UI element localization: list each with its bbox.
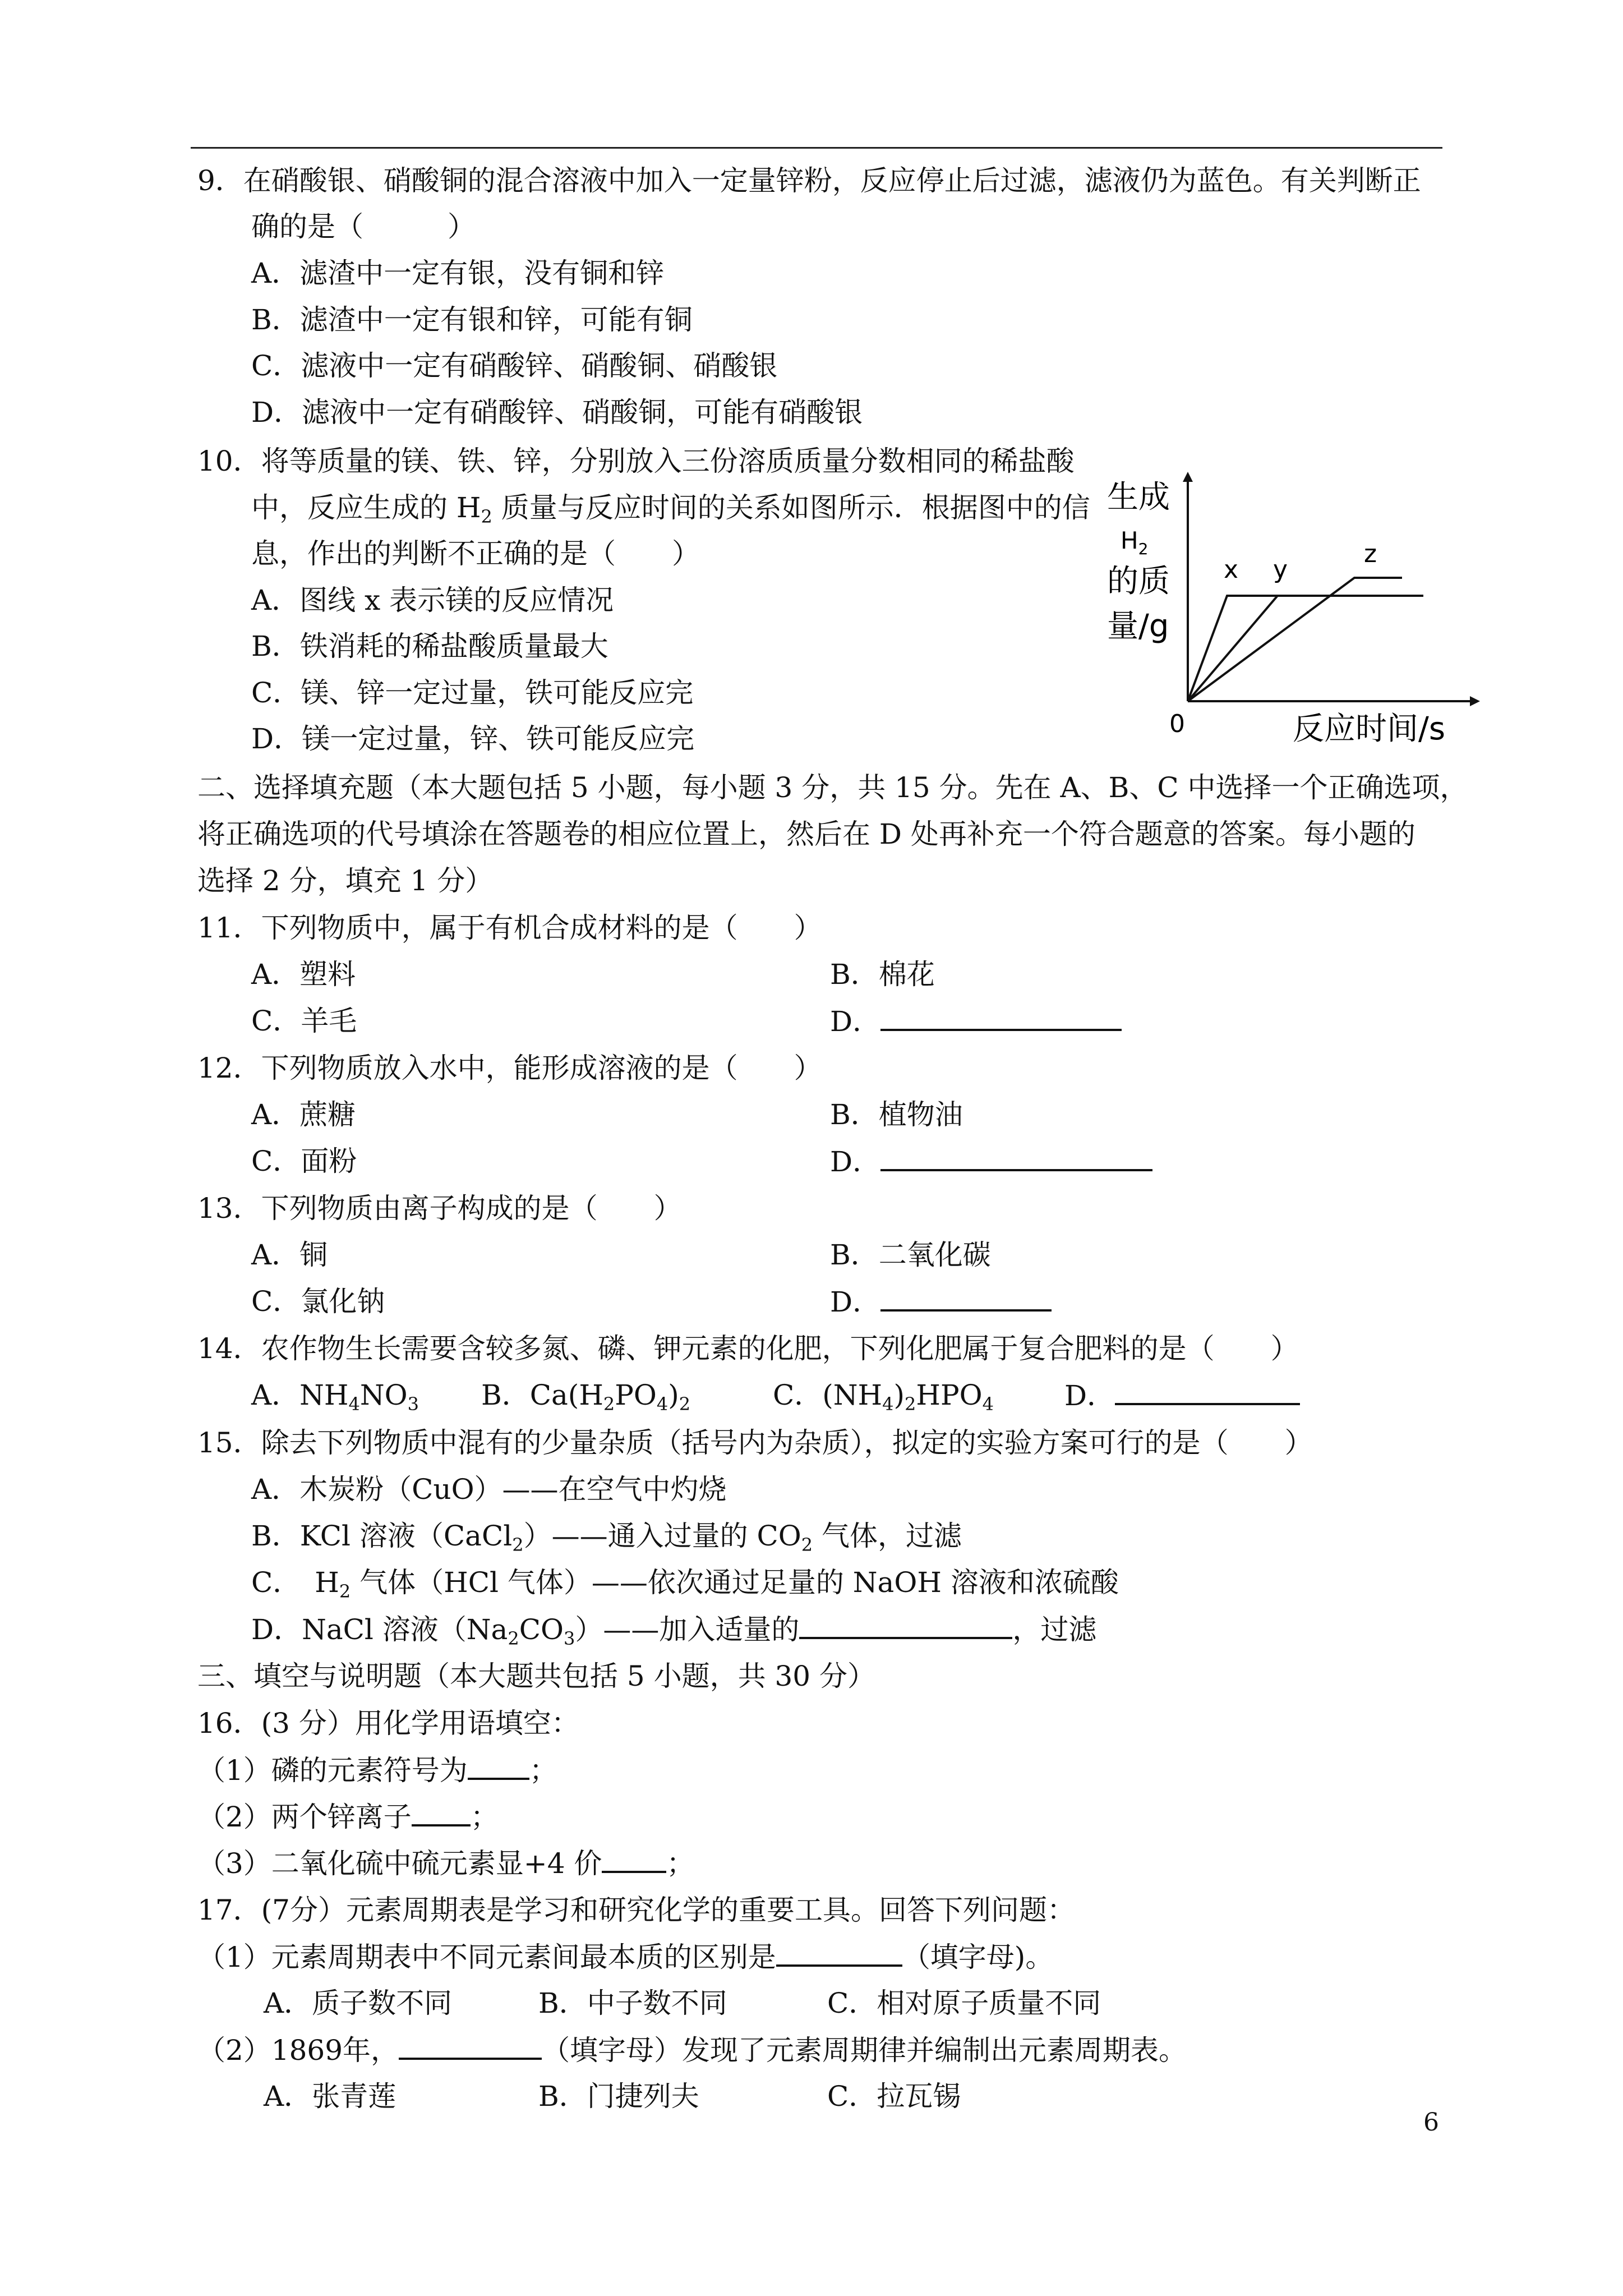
q9-option-d: D．滤液中一定有硝酸锌、硝酸铜，可能有硝酸银 <box>251 396 863 429</box>
q15-option-b: B．KCl 溶液（CaCl$_2$）——通入过量的 $CO_2$ 气体，过滤 <box>251 1520 962 1556</box>
q17-part2-option-a: A．张青莲 <box>264 2080 396 2113</box>
answer-blank[interactable] <box>399 2032 542 2060</box>
x-axis-label: 反应时间/s <box>1293 711 1446 747</box>
section2-header-line1: 二、选择填充题（本大题包括 5 小题，每小题 3 分，共 15 分。先在 A、B、C 中选择一个正确选项， <box>197 771 1468 804</box>
q10-option-d: D．镁一定过量，锌、铁可能反应完 <box>251 723 695 755</box>
q17-part2-option-c: C．拉瓦锡 <box>827 2080 961 2113</box>
q17-part1-option-c: C．相对原子质量不同 <box>827 1987 1101 2019</box>
y-axis-label-1: 生成 <box>1107 479 1170 516</box>
q15-option-a: A．木炭粉（CuO）——在空气中灼烧 <box>251 1473 727 1506</box>
q17-part2-option-b: B．门捷列夫 <box>538 2080 699 2113</box>
q12-option-d: D． <box>830 1143 1152 1180</box>
q13-option-a: A．铜 <box>251 1239 328 1271</box>
series-line-x <box>1188 596 1423 701</box>
series-line-y <box>1188 596 1423 701</box>
q17-stem: 17．(7分）元素周期表是学习和研究化学的重要工具。回答下列问题： <box>197 1894 1075 1926</box>
q9-option-c: C．滤液中一定有硝酸锌、硝酸铜、硝酸银 <box>251 349 778 382</box>
q13-option-c: C．氯化钠 <box>251 1285 385 1318</box>
q14-option-b: B．$Ca(H_2PO_4)_2$ <box>481 1379 691 1415</box>
q15-stem: 15．除去下列物质中混有的少量杂质（括号内为杂质），拟定的实验方案可行的是（ ） <box>197 1427 1313 1459</box>
q13-option-d: D． <box>830 1283 1052 1320</box>
q13-option-b: B．二氧化碳 <box>830 1239 991 1271</box>
q11-option-d: D． <box>830 1003 1122 1039</box>
q12-option-b: B．植物油 <box>830 1098 963 1131</box>
q9-option-a: A．滤渣中一定有银，没有铜和锌 <box>251 257 665 289</box>
page-number: 6 <box>1423 2108 1439 2137</box>
q17-part2: （2）1869年， （填字母）发现了元素周期律并编制出元素周期表。 <box>197 2032 1187 2068</box>
answer-blank[interactable] <box>412 1798 471 1826</box>
q9-stem-cont: 确的是（ ） <box>251 210 476 243</box>
q14-option-d: D． <box>1064 1377 1300 1414</box>
q14-option-a: A．$NH_4NO_3$ <box>251 1379 419 1415</box>
answer-blank[interactable] <box>799 1611 1012 1639</box>
series-label-y: y <box>1273 555 1288 584</box>
q10-option-c: C．镁、锌一定过量，铁可能反应完 <box>251 677 694 709</box>
origin-label: 0 <box>1169 710 1185 738</box>
q9-option-b: B．滤渣中一定有银和锌，可能有铜 <box>251 303 693 336</box>
q11-stem: 11．下列物质中，属于有机合成材料的是（ ） <box>197 912 822 944</box>
q12-option-c: C．面粉 <box>251 1145 357 1177</box>
answer-blank[interactable] <box>1115 1377 1300 1405</box>
q16-part3: （3）二氧化硫中硫元素显+4 价 ； <box>197 1845 694 1881</box>
q16-stem: 16．(3 分）用化学用语填空： <box>197 1707 579 1740</box>
section2-header-line3: 选择 2 分，填充 1 分） <box>197 864 494 897</box>
series-label-x: x <box>1224 555 1239 584</box>
section2-header-line2: 将正确选项的代号填涂在答题卷的相应位置上，然后在 D 处再补充一个符合题意的答案。每小题的 <box>197 818 1415 850</box>
q10-stem-cont2: 息，作出的判断不正确的是（ ） <box>251 537 700 570</box>
answer-blank[interactable] <box>602 1845 666 1873</box>
q11-option-a: A．塑料 <box>251 958 356 991</box>
header-rule <box>191 147 1442 149</box>
q17-part1-option-a: A．质子数不同 <box>264 1987 453 2019</box>
answer-blank[interactable] <box>880 1003 1122 1031</box>
q16-part2: （2）两个锌离子 ； <box>197 1798 499 1835</box>
q13-stem: 13．下列物质由离子构成的是（ ） <box>197 1192 682 1225</box>
q17-part1: （1）元素周期表中不同元素间最本质的区别是 （填字母)。 <box>197 1939 1053 1975</box>
q10-option-a: A．图线 x 表示镁的反应情况 <box>251 584 614 616</box>
y-axis-label-4: 量/g <box>1107 608 1169 645</box>
q12-option-a: A．蔗糖 <box>251 1098 356 1131</box>
answer-blank[interactable] <box>880 1283 1052 1312</box>
y-axis-label-3: 的质 <box>1107 563 1170 600</box>
q10-option-b: B．铁消耗的稀盐酸质量最大 <box>251 630 608 662</box>
q11-option-c: C．羊毛 <box>251 1005 357 1037</box>
answer-blank[interactable] <box>880 1143 1152 1171</box>
q16-part1: （1）磷的元素符号为 ； <box>197 1752 557 1788</box>
q11-option-b: B．棉花 <box>830 958 935 991</box>
q10-stem: 10．将等质量的镁、铁、锌，分别放入三份溶质质量分数相同的稀盐酸 <box>197 445 1075 477</box>
series-label-z: z <box>1364 540 1377 568</box>
q15-option-d: D．NaCl 溶液$(Na_2CO_3)——$加入适量的 ，过滤 <box>251 1611 1096 1657</box>
answer-blank[interactable] <box>776 1939 902 1967</box>
q14-stem: 14．农作物生长需要含较多氮、磷、钾元素的化肥，下列化肥属于复合肥料的是（ ） <box>197 1332 1299 1365</box>
q9-stem: 9．在硝酸银、硝酸铜的混合溶液中加入一定量锌粉，反应停止后过滤，滤液仍为蓝色。有关判断正 <box>197 164 1421 197</box>
q15-option-c: C． $H_2$ 气体（HCl 气体）——依次通过足量的 NaOH 溶液和浓硫酸 <box>251 1566 1119 1602</box>
q17-part1-option-b: B．中子数不同 <box>538 1987 727 2019</box>
q14-option-c: C．$(NH_4)_2HPO_4$ <box>773 1379 994 1415</box>
h2-mass-time-graph <box>1099 466 1503 757</box>
q10-stem-cont: 中，反应生成的 $H_2$ 质量与反应时间的关系如图所示．根据图中的信 <box>251 491 1090 527</box>
q12-stem: 12．下列物质放入水中，能形成溶液的是（ ） <box>197 1052 822 1084</box>
answer-blank[interactable] <box>468 1752 529 1780</box>
y-axis-label-2: $H_2$ <box>1121 527 1149 558</box>
section3-header: 三、填空与说明题（本大题共包括 5 小题，共 30 分） <box>197 1660 876 1692</box>
